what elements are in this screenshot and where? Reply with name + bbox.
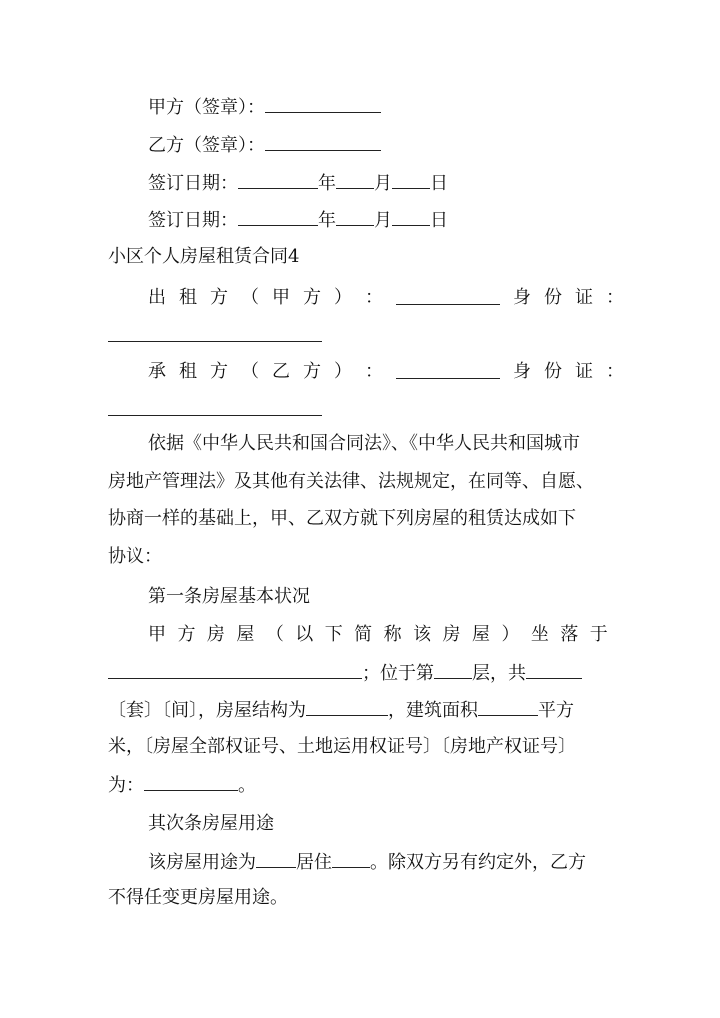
area-label: ，建筑面积 xyxy=(388,700,478,721)
floor-label: ；位于第 xyxy=(362,663,434,684)
article1-char: （ xyxy=(265,624,284,645)
day-blank-2 xyxy=(392,207,430,226)
lessee-char: ： xyxy=(606,361,624,382)
article1-char: 简 xyxy=(354,624,373,645)
lessee-char: （ xyxy=(241,361,259,382)
certificate-label: 为： xyxy=(108,775,144,796)
signing-date-label-1: 签订日期： xyxy=(148,173,238,194)
total-floors-label: 层，共 xyxy=(472,663,526,684)
lessee-char: 乙 xyxy=(272,361,290,382)
lessee-char: 身 xyxy=(513,361,531,382)
lessor-char: 甲 xyxy=(272,287,290,308)
party-a-signature-line xyxy=(148,94,381,120)
article1-line-2 xyxy=(108,660,582,686)
lessee-name-blank xyxy=(396,360,500,379)
article1-char: 下 xyxy=(324,624,343,645)
article1-char: 坐 xyxy=(530,624,549,645)
lessee-char: 承 xyxy=(148,361,166,382)
lessor-char: 份 xyxy=(544,287,562,308)
year-label-1: 年 xyxy=(318,173,336,194)
year-blank-1 xyxy=(238,170,318,189)
usage-label: 该房屋用途为 xyxy=(148,852,256,873)
intro-line-4: 协议： xyxy=(108,546,162,567)
residence-label: 居住 xyxy=(296,852,332,873)
article1-char: 甲 xyxy=(148,624,166,645)
period-mark: 。 xyxy=(238,775,256,796)
month-label-2: 月 xyxy=(374,210,392,231)
intro-line-2: 房地产管理法》及其他有关法律、法规规定，在同等、自愿、 xyxy=(108,471,594,492)
article1-char: 落 xyxy=(560,624,579,645)
article1-char: 该 xyxy=(413,624,432,645)
article1-char: 屋 xyxy=(236,624,255,645)
intro-line-3: 协商一样的基础上，甲、乙双方就下列房屋的租赁达成如下 xyxy=(108,508,576,529)
party-b-signature-blank xyxy=(265,132,381,151)
lessee-line xyxy=(148,360,624,384)
day-label-2: 日 xyxy=(430,210,448,231)
usage-blank-2 xyxy=(332,849,370,868)
lessee-char: 份 xyxy=(544,361,562,382)
article1-char: 称 xyxy=(383,624,402,645)
intro-line-1: 依据《中华人民共和国合同法》、《中华人民共和国城市 xyxy=(148,433,580,454)
article2-title: 其次条房屋用途 xyxy=(148,813,274,834)
lessee-char: 租 xyxy=(179,361,197,382)
article1-char: 于 xyxy=(589,624,608,645)
lessor-char: 证 xyxy=(575,287,593,308)
location-blank xyxy=(108,660,362,679)
signing-date-label-2: 签订日期： xyxy=(148,210,238,231)
year-blank-2 xyxy=(238,207,318,226)
floor-blank xyxy=(434,660,472,679)
party-b-signature-line xyxy=(148,132,381,158)
area-blank xyxy=(478,697,538,716)
lessor-char: （ xyxy=(241,287,259,308)
lessee-char: 证 xyxy=(575,361,593,382)
signing-date-line-1 xyxy=(148,170,448,196)
lessor-char: 方 xyxy=(210,287,228,308)
article1-char: 房 xyxy=(206,624,225,645)
usage-clause: 。除双方另有约定外，乙方 xyxy=(370,852,586,873)
article1-char: 方 xyxy=(177,624,196,645)
area-unit: 平方 xyxy=(538,700,574,721)
month-blank-2 xyxy=(336,207,374,226)
lessor-char: 租 xyxy=(179,287,197,308)
article1-line-1 xyxy=(148,623,608,647)
lessee-char: 方 xyxy=(210,361,228,382)
lessor-char: 出 xyxy=(148,287,166,308)
lessor-char: ： xyxy=(365,287,383,308)
lessee-char: ： xyxy=(365,361,383,382)
party-a-signature-label: 甲方（签章）： xyxy=(148,97,265,118)
article2-line-2: 不得任变更房屋用途。 xyxy=(108,887,288,908)
total-floors-blank xyxy=(526,660,582,679)
lessor-id-blank xyxy=(108,340,322,342)
structure-label: 〔套〕〔间〕，房屋结构为 xyxy=(108,700,306,721)
lessor-char: ） xyxy=(334,287,352,308)
signing-date-line-2 xyxy=(148,207,448,233)
article1-char: 屋 xyxy=(471,624,490,645)
article1-title: 第一条房屋基本状况 xyxy=(148,586,310,607)
certificate-blank xyxy=(144,772,238,791)
party-a-signature-blank xyxy=(265,94,381,113)
article1-char: ） xyxy=(501,624,520,645)
article1-char: 以 xyxy=(295,624,314,645)
month-label-1: 月 xyxy=(374,173,392,194)
lessee-char: 方 xyxy=(303,361,321,382)
party-b-signature-label: 乙方（签章）： xyxy=(148,135,265,156)
article1-char: 房 xyxy=(442,624,461,645)
lessor-line xyxy=(148,286,624,310)
article1-line-3 xyxy=(108,697,574,723)
day-label-1: 日 xyxy=(430,173,448,194)
lessee-char: ） xyxy=(334,361,352,382)
contract-title: 小区个人房屋租赁合同4 xyxy=(108,246,300,267)
lessee-id-blank xyxy=(108,414,322,416)
usage-blank-1 xyxy=(256,849,296,868)
lessor-name-blank xyxy=(396,286,500,305)
structure-blank xyxy=(306,697,388,716)
article1-line-4: 米，〔房屋全部权证号、土地运用权证号〕〔房地产权证号〕 xyxy=(108,736,576,757)
month-blank-1 xyxy=(336,170,374,189)
lessor-char: ： xyxy=(606,287,624,308)
year-label-2: 年 xyxy=(318,210,336,231)
day-blank-1 xyxy=(392,170,430,189)
lessor-char: 方 xyxy=(303,287,321,308)
article2-line-1 xyxy=(148,849,586,875)
lessor-char: 身 xyxy=(513,287,531,308)
article1-line-5 xyxy=(108,772,256,798)
